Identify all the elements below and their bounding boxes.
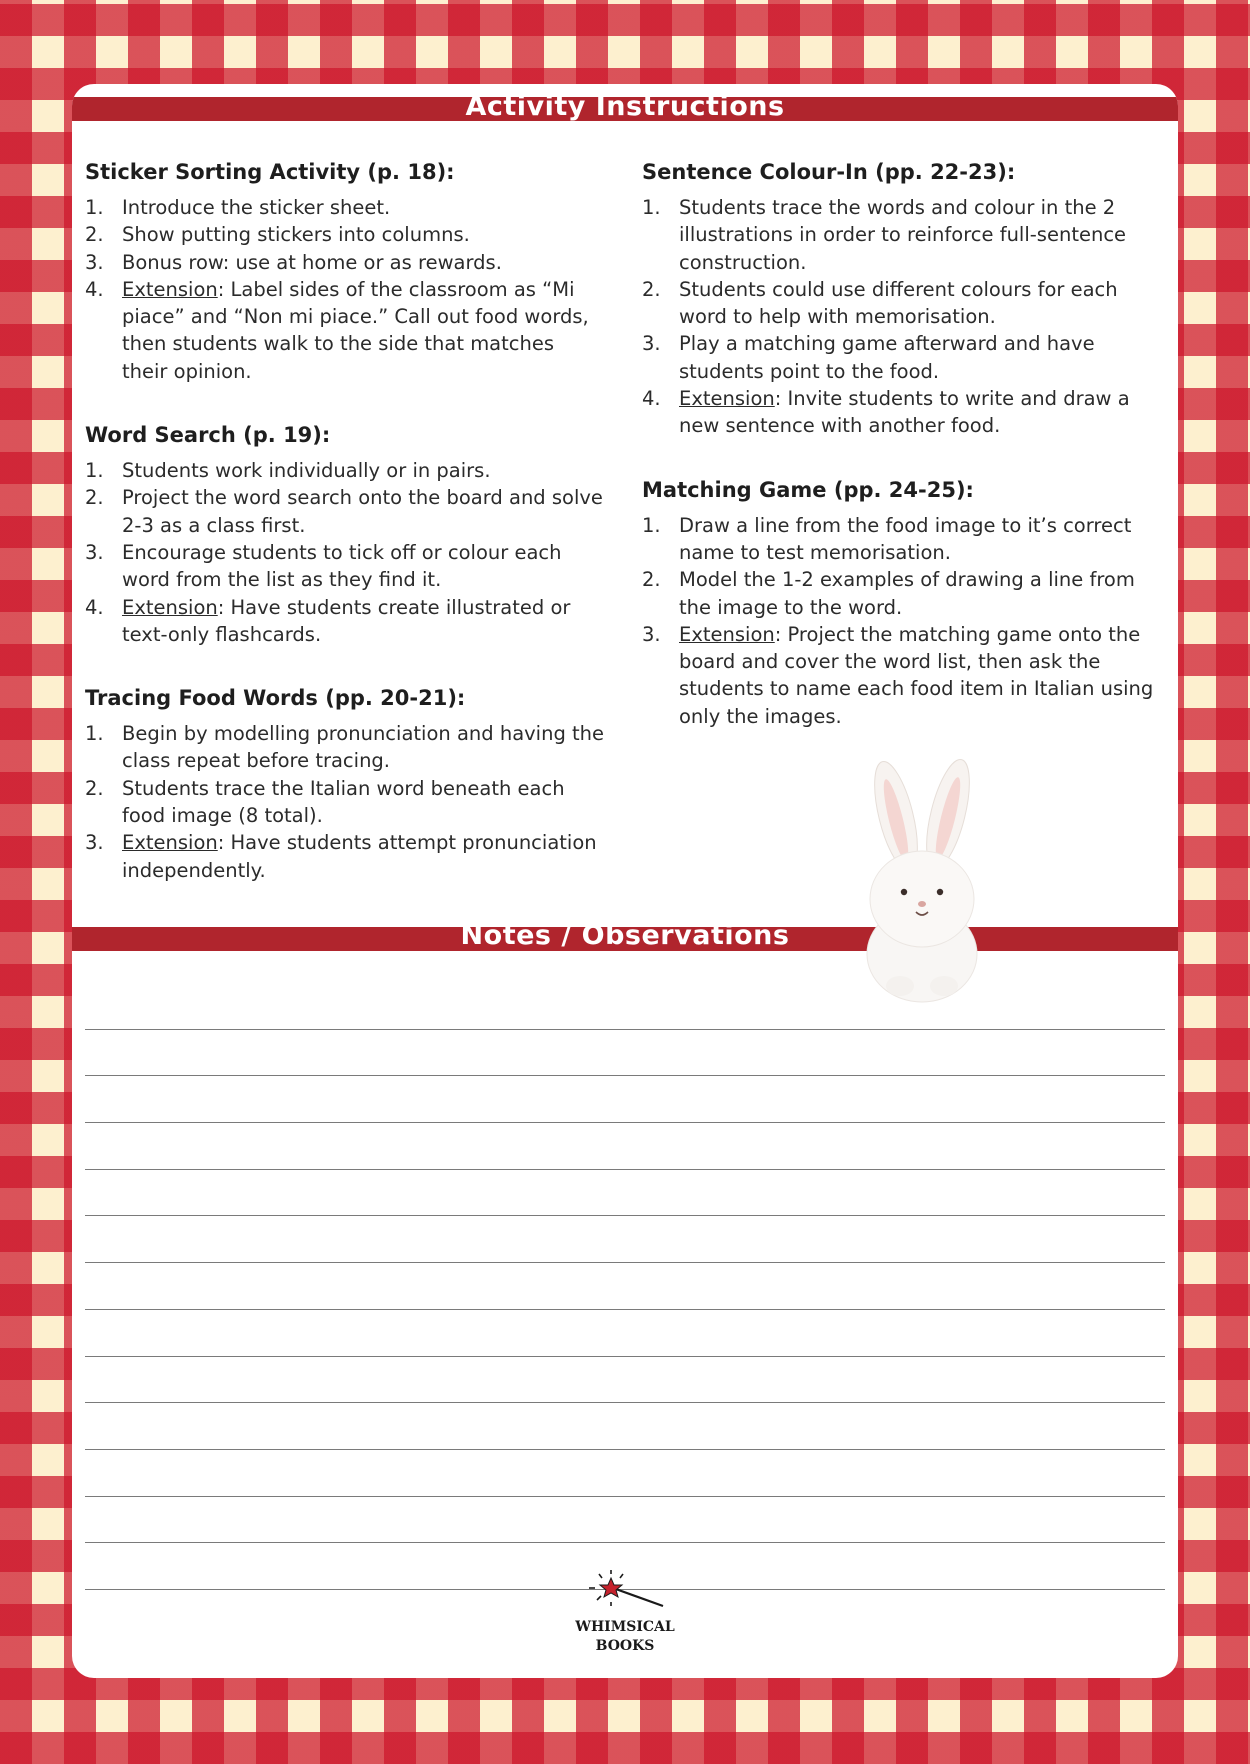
note-line [85, 1310, 1165, 1357]
section-word-search [85, 423, 605, 648]
list-item: 3. Bonus row: use at home or as rewards. [85, 250, 502, 274]
instruction-list [642, 194, 1162, 440]
right-column [642, 160, 1162, 768]
extension-label: Extension [122, 831, 218, 855]
list-item: 2. Show putting stickers into columns. [85, 223, 470, 247]
list-item: 3. Encourage students to tick off or colour each word from the list as they find it. [85, 540, 562, 592]
list-item: 1. Begin by modelling pronunciation and having the class repeat before tracing. [85, 722, 605, 773]
list-item: 2. Students trace the Italian word beneath each food image (8 total). [85, 776, 565, 828]
section-matching-game [642, 478, 1162, 730]
list-item: 1. Students trace the words and colour in the 2 illustrations in order to reinforce full-sentence construction. [642, 196, 1127, 274]
list-item: 3. Play a matching game afterward and have students point to the food. [642, 332, 1095, 383]
section-tracing-food-words [85, 686, 605, 884]
magic-wand-icon [575, 1568, 675, 1616]
list-item: 1. Draw a line from the food image to it’s correct name to test memorisation. [642, 513, 1132, 564]
instruction-list [642, 512, 1162, 730]
logo-line-1: WHIMSICAL [575, 1619, 675, 1635]
note-line [85, 1123, 1165, 1170]
note-line [85, 1216, 1165, 1263]
list-item: 2. Project the word search onto the board and solve 2-3 as a class first. [85, 486, 603, 537]
list-item: 1. Introduce the sticker sheet. [85, 196, 391, 219]
list-item: 2. Students could use different colours for each word to help with memorisation. [642, 277, 1118, 329]
list-item: 2. Model the 1-2 examples of drawing a line from the image to the word. [642, 568, 1135, 619]
content-card [72, 84, 1178, 1678]
note-line [85, 1076, 1165, 1123]
note-line [85, 1170, 1165, 1217]
note-line [85, 1030, 1165, 1077]
notes-title: Notes / Observations [460, 920, 790, 951]
list-item: 3. Extension: Have students attempt pronunciation independently. [85, 831, 597, 882]
notes-lines [85, 983, 1165, 1590]
section-title: Sentence Colour-In (pp. 22-23): [642, 160, 1016, 184]
bunny-illustration [842, 754, 1002, 1004]
logo-line-2: BOOKS [595, 1638, 655, 1654]
instruction-list [85, 194, 605, 385]
note-line [85, 1357, 1165, 1404]
section-sentence-colour-in [642, 160, 1162, 440]
list-item: 1. Students work individually or in pairs. [85, 459, 491, 483]
instruction-list [85, 457, 605, 648]
extension-label: Extension [679, 387, 775, 411]
section-title: Matching Game (pp. 24-25): [642, 477, 974, 502]
note-line [85, 983, 1165, 1030]
section-sticker-sorting [85, 160, 605, 385]
list-item: 3. Extension: Project the matching game onto the board and cover the word list, then ask the students to name each food item in Italian using only the images. [642, 622, 1154, 728]
left-column [85, 160, 605, 922]
publisher-logo [72, 1568, 1178, 1656]
instruction-list [85, 720, 605, 884]
note-line [85, 1403, 1165, 1450]
extension-label: Extension [122, 595, 218, 619]
section-title: Tracing Food Words (pp. 20-21): [85, 686, 466, 711]
section-title: Word Search (p. 19): [85, 423, 331, 448]
page-title: Activity Instructions [465, 91, 785, 122]
note-line [85, 1263, 1165, 1310]
extension-label: Extension [679, 622, 775, 646]
note-line [85, 1450, 1165, 1497]
list-item: 4. Extension: Label sides of the classroom as “Mi piace” and “Non mi piace.” Call out food words, then students walk to the side that matches their opinion. [85, 277, 589, 383]
list-item: 4. Extension: Invite students to write and draw a new sentence with another food. [642, 387, 1130, 438]
note-line [85, 1497, 1165, 1544]
section-title: Sticker Sorting Activity (p. 18): [85, 160, 455, 184]
extension-label: Extension [122, 277, 218, 301]
list-item: 4. Extension: Have students create illustrated or text-only flashcards. [85, 595, 571, 646]
